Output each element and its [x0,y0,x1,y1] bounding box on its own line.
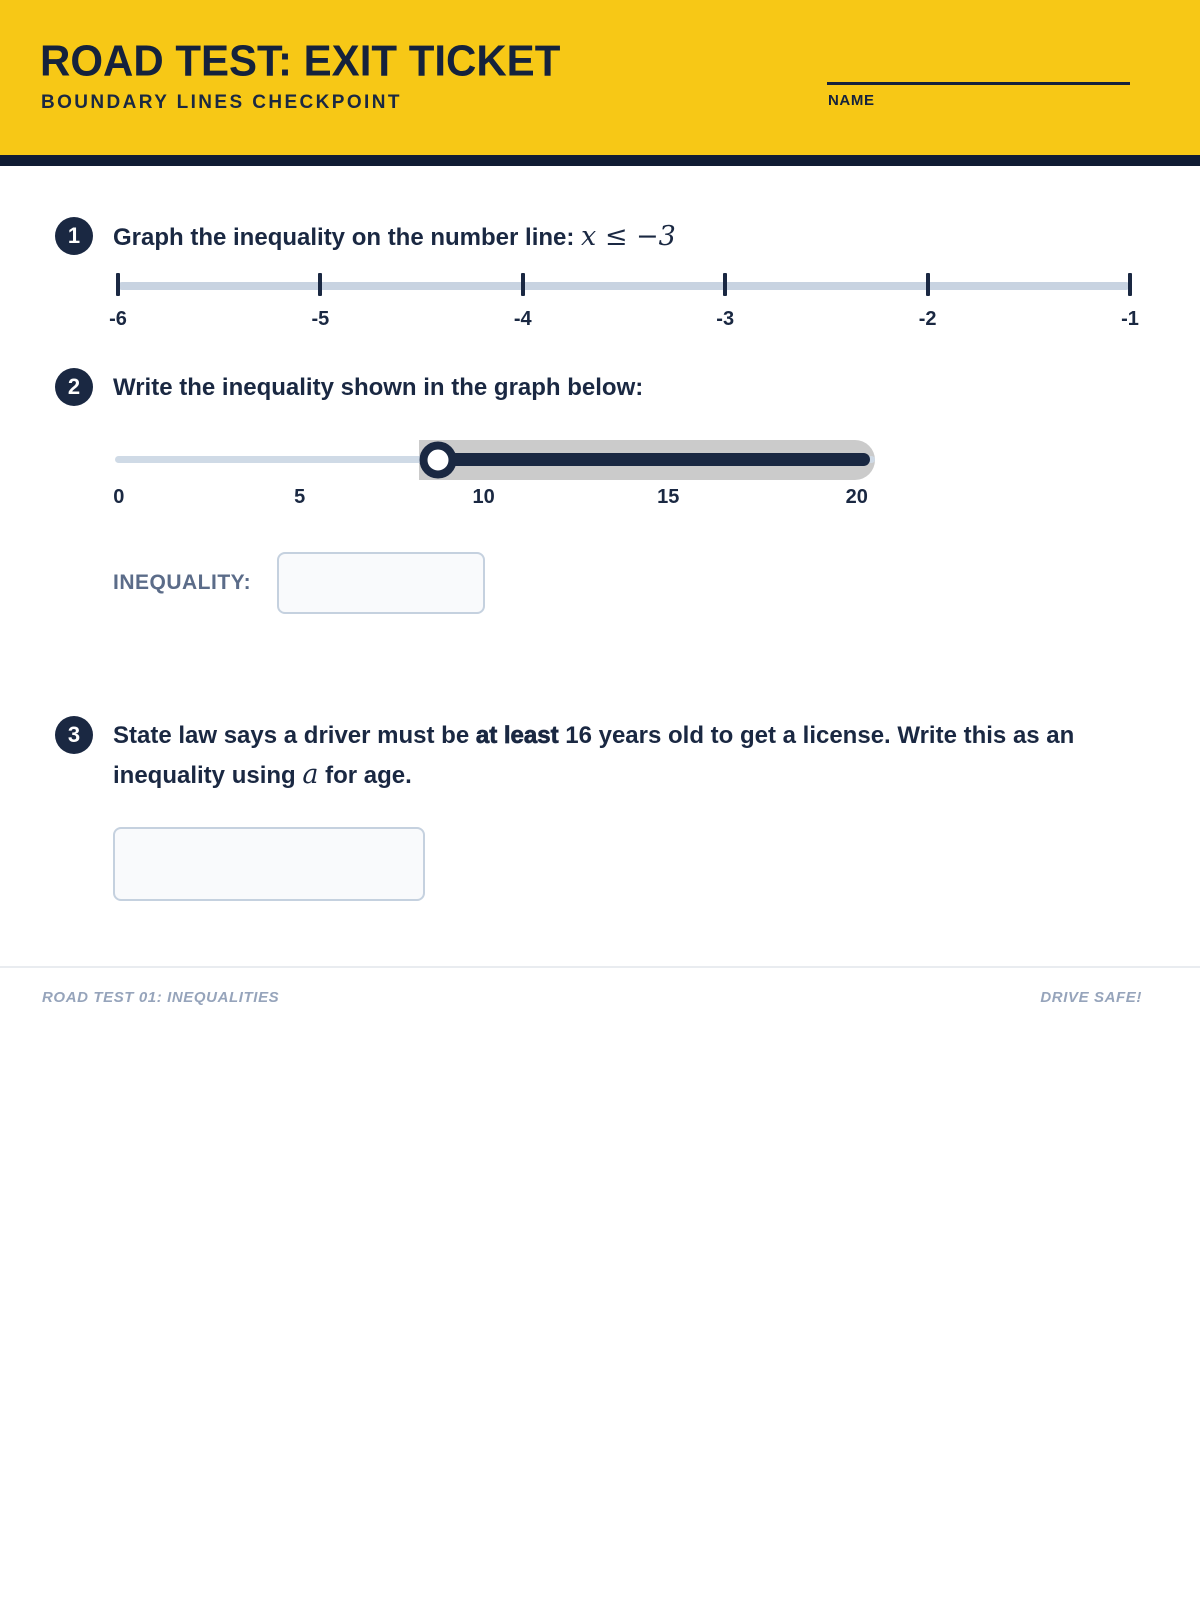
question-3-prompt-part2: 16 years old to get a license. Write this as an inequality using [113,722,1075,789]
question-2-badge: 2 [55,368,93,406]
tick-mark [1128,273,1132,296]
tick-mark [116,273,120,296]
question-3-prompt-part1: State law says a driver must be [113,722,476,749]
tick-label: 5 [294,486,306,508]
question-1-prompt-text: Graph the inequality on the number line: [113,224,582,251]
question-3 [55,716,1140,795]
question-3-badge: 3 [55,716,93,754]
tick-label: -5 [311,308,330,330]
open-circle-thumb[interactable] [420,442,457,479]
tick-label: -2 [918,308,937,330]
question-3-math-variable: a [302,759,319,790]
inequality-answer-input[interactable] [277,552,485,614]
tick-label: 0 [113,486,125,508]
question-2-answer-row [113,552,485,614]
inequality-label: INEQUALITY: [113,571,252,594]
question-1-number-line[interactable] [109,273,1139,335]
footer-left-text: ROAD TEST 01: INEQUALITIES [42,989,280,1006]
page-subtitle: BOUNDARY LINES CHECKPOINT [41,92,402,113]
tick-mark [723,273,727,296]
number-line-track [118,282,1130,290]
tick-mark [521,273,525,296]
tick-label: 10 [472,486,495,508]
tick-label: -6 [109,308,127,330]
name-write-line[interactable] [827,82,1130,85]
question-1 [55,217,676,257]
question-1-badge: 1 [55,217,93,255]
question-3-prompt-part3: for age. [318,762,412,789]
footer-right-text: DRIVE SAFE! [1040,989,1142,1006]
header [0,0,1200,166]
tick-label: 15 [657,486,680,508]
question-1-math-expression: x ≤ −3 [581,221,676,252]
tick-label: -1 [1121,308,1139,330]
shaded-ray-right [438,453,870,466]
tick-label: 20 [845,486,868,508]
tick-label: -3 [716,308,735,330]
page-title: ROAD TEST: EXIT TICKET [40,36,561,85]
question-2-prompt: Write the inequality shown in the graph below: [113,374,644,401]
question-3-prompt [113,716,1118,795]
question-3-answer-input[interactable] [113,827,425,901]
question-1-prompt [113,217,676,257]
question-2 [55,368,643,407]
tick-mark [318,273,322,296]
tick-mark [926,273,930,296]
question-2-inequality-graph [115,440,875,518]
footer-divider [0,966,1200,968]
tick-label: -4 [513,308,532,330]
question-3-prompt-emphasis: at least [475,722,559,749]
name-label: NAME [828,92,875,109]
